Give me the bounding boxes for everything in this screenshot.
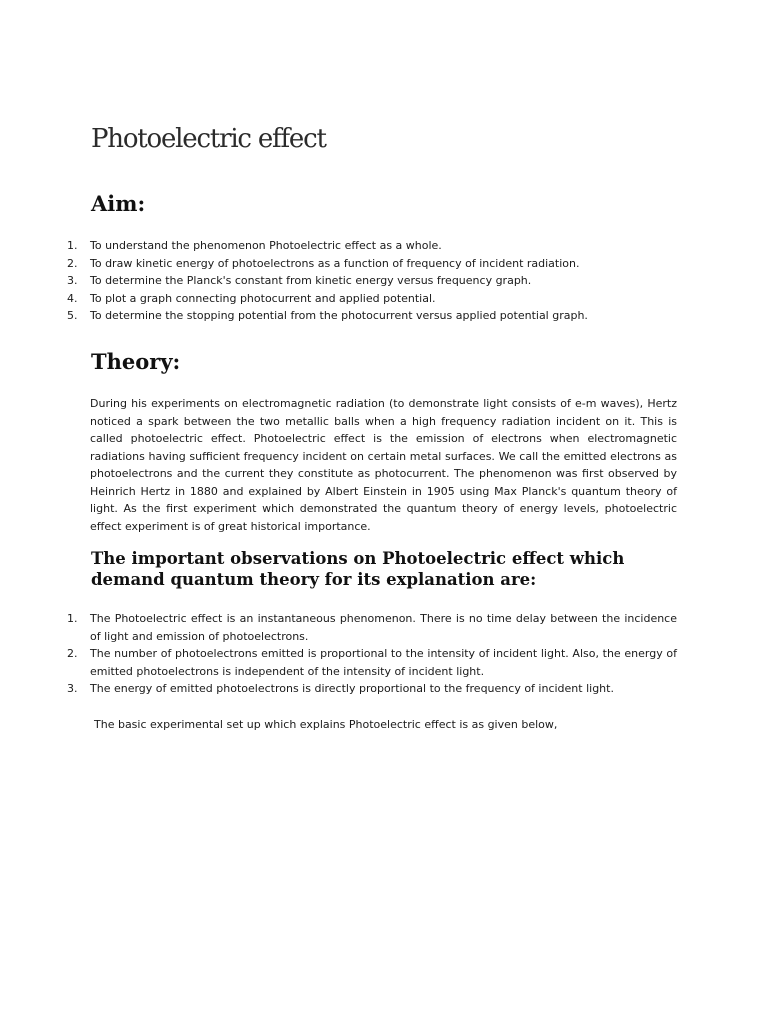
list-item [0, 645, 677, 680]
theory-paragraph: During his experiments on electromagnetic radiation (to demonstrate light consists of e-m waves), Hertz noticed a spark between the two metallic balls when a high frequency radiation incident on it. This is called photoelectric effect. Photoelectric effect is the emission of electrons when electromagnetic radiations having sufficient frequency incident on certain metal surfaces. We call the emitted electrons as photoelectrons and the current they constitute as photocurrent. The phenomenon was first observed by Heinrich Hertz in 1880 and explained by Albert Einstein in 1905 using Max Planck's quantum theory of light. As the first experiment which demonstrated the quantum theory of energy levels, photoelectric effect experiment is of great historical importance. [90, 397, 677, 533]
list-item-text: The number of photoelectrons emitted is proportional to the intensity of incident light. Also, the energy of emitted photoelectrons is independent of the intensity of incident light. [90, 647, 677, 678]
page-title: Photoelectric effect [91, 124, 326, 154]
list-item [0, 307, 677, 325]
list-item-number: 3. [67, 682, 78, 695]
aim-list [0, 237, 768, 325]
observations-list [0, 610, 768, 698]
list-item-text: The Photoelectric effect is an instantaneous phenomenon. There is no time delay between the incidence of light and emission of photoelectrons. [90, 612, 677, 643]
list-item [0, 610, 677, 645]
list-item-number: 3. [67, 274, 78, 287]
list-item-number: 5. [67, 309, 78, 322]
list-item-text: To determine the stopping potential from the photocurrent versus applied potential graph. [90, 309, 588, 322]
list-item-number: 1. [67, 612, 78, 625]
list-item-text: To draw kinetic energy of photoelectrons as a function of frequency of incident radiation. [90, 256, 580, 270]
list-item-number: 1. [67, 239, 78, 252]
list-item [0, 255, 677, 273]
list-item-number: 2. [67, 647, 78, 660]
setup-intro-text: The basic experimental set up which explains Photoelectric effect is as given below, [94, 718, 558, 731]
observations-heading: The important observations on Photoelectric effect which demand quantum theory for its explanation are: [91, 549, 625, 589]
list-item-number: 2. [67, 256, 78, 270]
list-item-text: The energy of emitted photoelectrons is directly proportional to the frequency of incident light. [90, 682, 614, 695]
list-item-number: 4. [67, 291, 78, 305]
aim-heading: Aim: [91, 191, 146, 216]
list-item [0, 237, 677, 255]
theory-heading: Theory: [91, 349, 181, 374]
list-item-text: To understand the phenomenon Photoelectric effect as a whole. [90, 239, 442, 252]
list-item-text: To determine the Planck's constant from kinetic energy versus frequency graph. [90, 274, 532, 287]
list-item [0, 680, 677, 698]
list-item-text: To plot a graph connecting photocurrent and applied potential. [90, 291, 436, 305]
list-item [0, 290, 677, 308]
list-item [0, 272, 677, 290]
